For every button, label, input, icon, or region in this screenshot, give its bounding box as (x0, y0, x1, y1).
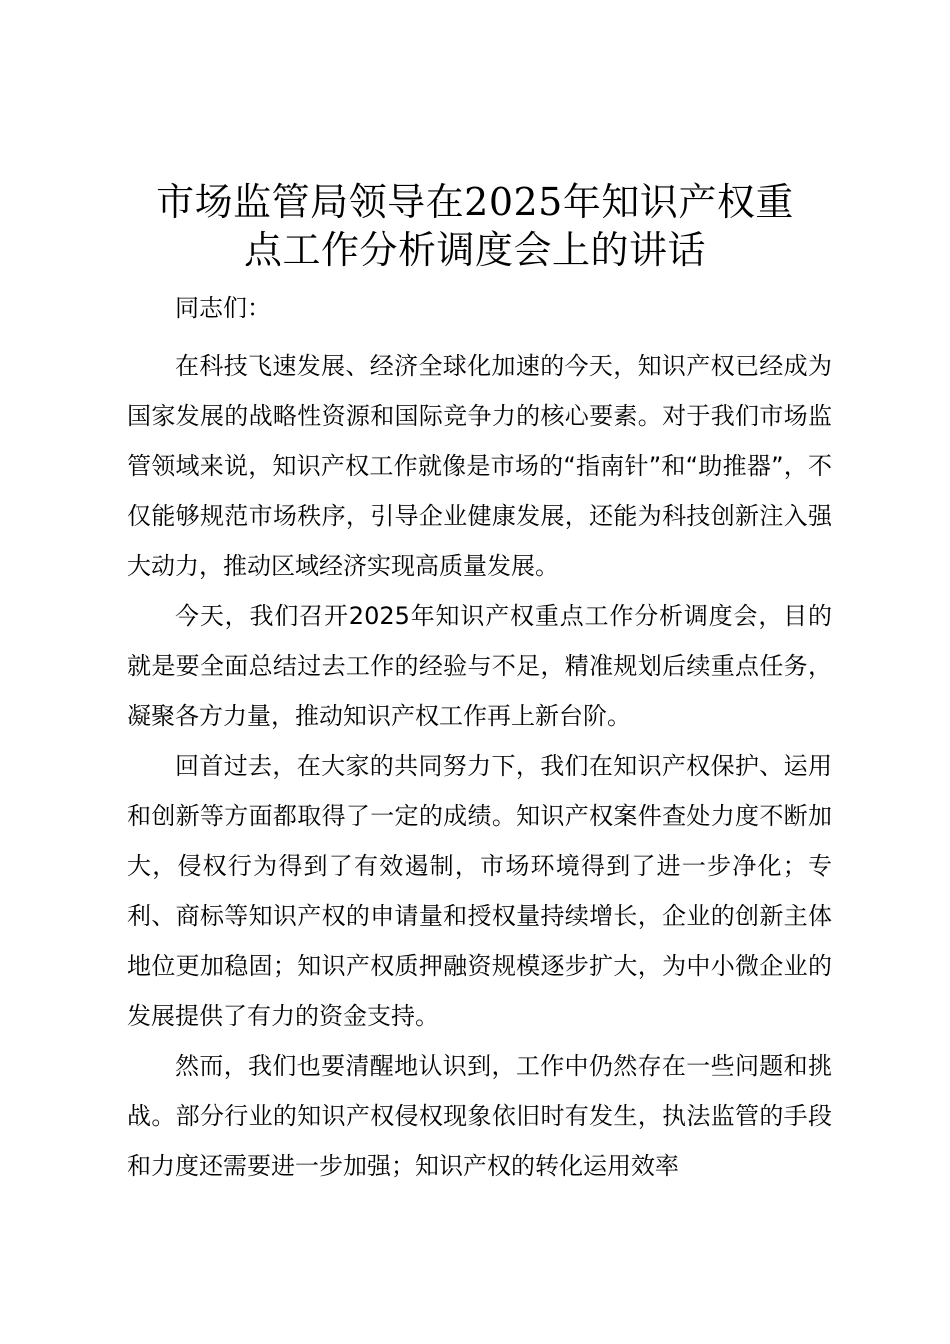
document-body (127, 283, 832, 1191)
paragraph-1: 在科技飞速发展、经济全球化加速的今天，知识产权已经成为国家发展的战略性资源和国际竞争力的核心要素。对于我们市场监管领域来说，知识产权工作就像是市场的“指南针”和“助推器”，不仅能够规范市场秩序，引导企业健康发展，还能为科技创新注入强大动力，推动区域经济实现高质量发展。 (127, 352, 832, 580)
paragraph-4: 然而，我们也要清醒地认识到，工作中仍然存在一些问题和挑战。部分行业的知识产权侵权现象依旧时有发生，执法监管的手段和力度还需要进一步加强；知识产权的转化运用效率 (127, 1052, 832, 1180)
paragraph-2: 今天，我们召开2025年知识产权重点工作分析调度会，目的就是要全面总结过去工作的经验与不足，精准规划后续重点任务，凝聚各方力量，推动知识产权工作再上新台阶。 (127, 602, 832, 730)
paragraph-3: 回首过去，在大家的共同努力下，我们在知识产权保护、运用和创新等方面都取得了一定的成绩。知识产权案件查处力度不断加大，侵权行为得到了有效遏制，市场环境得到了进一步净化；专利、商标等知识产权的申请量和授权量持续增长，企业的创新主体地位更加稳固；知识产权质押融资规模逐步扩大，为中小微企业的发展提供了有力的资金支持。 (127, 752, 832, 1030)
document-title (110, 178, 840, 274)
title-line-2: 点工作分析调度会上的讲话 (243, 228, 706, 272)
greeting: 同志们： (175, 294, 271, 322)
title-line-1: 市场监管局领导在2025年知识产权重 (156, 180, 794, 224)
